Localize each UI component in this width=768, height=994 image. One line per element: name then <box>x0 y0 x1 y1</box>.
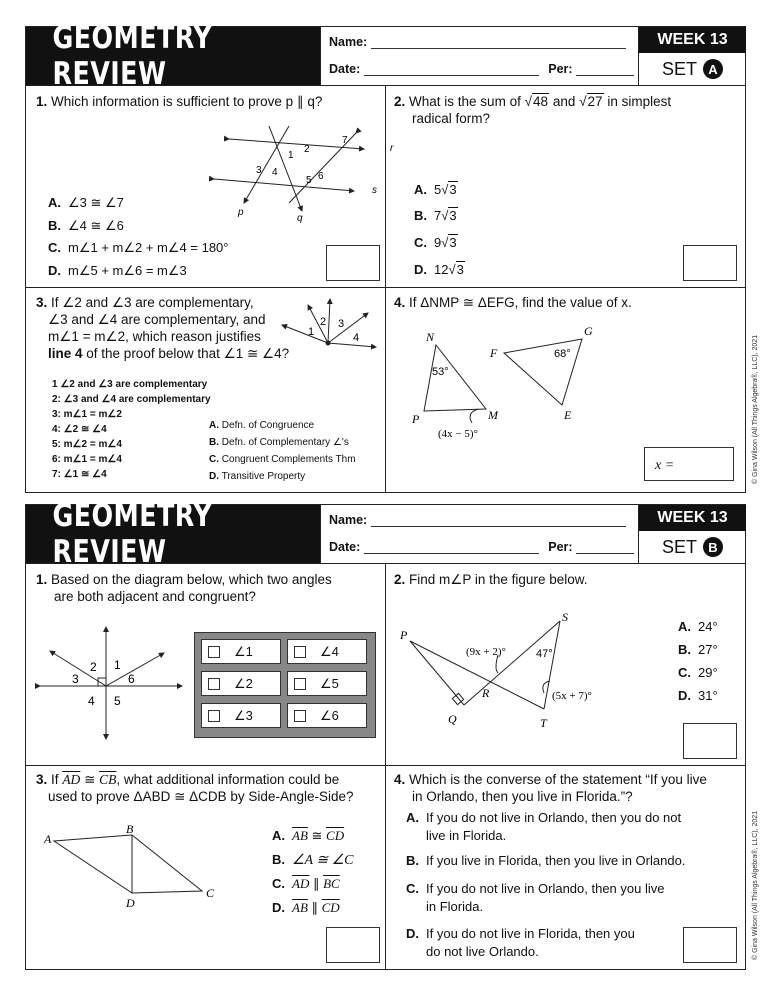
a-q3-option-d[interactable]: D. Transitive Property <box>209 471 306 482</box>
b-q2-option-b[interactable]: B. 27° <box>678 642 718 657</box>
a-q1-label-q: q <box>297 213 303 224</box>
a-q4-angle-n: 53° <box>432 366 449 378</box>
a-q3-prompt: 3. If ∠2 and ∠3 are complementary, ∠3 and ∠4 are complementary, and m∠1 = m∠2, which reason justifies line 4 of the proof below that ∠1 ≅ ∠4? <box>36 295 290 361</box>
b-q3-label-c: C <box>206 886 215 900</box>
b-q1-choice-angle6[interactable]: ∠6 <box>287 703 367 728</box>
checkbox-icon[interactable] <box>208 710 220 722</box>
b-q2-option-a[interactable]: A. 24° <box>678 619 718 634</box>
b-q1-choice-angle3[interactable]: ∠3 <box>201 703 281 728</box>
name-label-b: Name: <box>329 513 368 527</box>
b-q1-label-4: 4 <box>88 694 95 708</box>
a-q1-option-d[interactable]: D. m∠5 + m∠6 = m∠3 <box>48 263 187 278</box>
week-label-b: WEEK 13 <box>639 505 746 531</box>
worksheet-title-b: GEOMETRY REVIEW <box>26 505 320 563</box>
a-q2-answer-box[interactable] <box>683 245 737 281</box>
checkbox-icon[interactable] <box>294 646 306 658</box>
student-info-box-b <box>320 505 641 563</box>
a-q1-label-s: s <box>372 185 377 196</box>
a-q3-option-b[interactable]: B. Defn. of Complementary ∠'s <box>209 437 349 448</box>
a-q4-prompt: 4. If ΔNMP ≅ ΔEFG, find the value of x. <box>394 295 632 310</box>
period-input-line[interactable] <box>576 63 634 76</box>
b-q2-prompt: 2. Find m∠P in the figure below. <box>394 572 588 587</box>
week-box <box>638 27 746 85</box>
proof-line-2: 2: ∠3 and ∠4 are complementary <box>52 394 211 405</box>
b-q4-prompt: 4. Which is the converse of the statement “If you live in Orlando, then you live in Florida.”? <box>394 772 707 804</box>
b-q3-option-a[interactable]: A. $\overline{AB}$ ≅ $\overline{CD}$ <box>272 828 345 843</box>
b-q1-choice-angle4[interactable]: ∠4 <box>287 639 367 664</box>
set-a-header <box>26 20 745 92</box>
a-q3-label-2: 2 <box>320 316 327 328</box>
b-q1-angle-diagram <box>36 623 186 743</box>
a-q1-label-r: r <box>390 143 394 154</box>
a-q1-label-4: 4 <box>272 167 278 178</box>
a-q3-reasons <box>209 417 356 485</box>
student-info-box <box>320 27 641 85</box>
a-q4-answer-box[interactable]: x = <box>644 447 734 481</box>
column-divider <box>385 85 386 492</box>
b-q3-option-c[interactable]: C. $\overline{AD}$ ∥ $\overline{BC}$ <box>272 876 340 891</box>
b-q4-option-b[interactable]: B. If you live in Florida, then you live in Orlando. <box>406 853 686 868</box>
b-q2-option-d[interactable]: D. 31° <box>678 688 718 703</box>
a-q3-label-1: 1 <box>308 326 315 338</box>
proof-line-7: 7: ∠1 ≅ ∠4 <box>52 469 107 480</box>
a-q1-label-6: 6 <box>318 171 324 182</box>
b-q3-option-b[interactable]: B. ∠A ≅ ∠C <box>272 852 354 868</box>
a-q2-option-a[interactable]: A. 5√3 <box>414 182 457 197</box>
b-q3-option-d[interactable]: D. $\overline{AB}$ ∥ $\overline{CD}$ <box>272 900 340 915</box>
date-label-b: Date: <box>329 540 361 554</box>
worksheet-title: GEOMETRY REVIEW <box>26 27 320 85</box>
b-q3-parallelogram-diagram <box>40 823 240 913</box>
set-label-b: SET B <box>639 531 746 563</box>
a-q1-label-3: 3 <box>256 165 262 176</box>
a-q4-label-p: P <box>412 412 420 426</box>
a-q3-proof <box>52 377 211 482</box>
b-q4-answer-box[interactable] <box>683 927 737 963</box>
proof-line-4: 4: ∠2 ≅ ∠4 <box>52 424 107 435</box>
a-q2-option-b[interactable]: B. 7√3 <box>414 208 457 223</box>
a-q3-label-3: 3 <box>338 318 345 330</box>
a-q4-triangles-diagram <box>404 325 604 445</box>
set-a-worksheet <box>25 20 746 493</box>
name-input-line-b[interactable] <box>371 514 626 527</box>
b-q1-choice-angle5[interactable]: ∠5 <box>287 671 367 696</box>
b-q3-prompt: 3. If $\overline{AD}$ ≅ $\overline{CB}$, what additional information could be used to prove ΔABD ≅ ΔCDB by Side-Angle-Side? <box>36 772 354 804</box>
date-label: Date: <box>329 62 361 76</box>
a-q1-answer-box[interactable] <box>326 245 380 281</box>
a-q4-expression: (4x − 5)° <box>438 428 478 440</box>
checkbox-icon[interactable] <box>208 646 220 658</box>
row-divider-b <box>26 765 745 766</box>
set-letter-badge: A <box>703 59 723 79</box>
checkbox-icon[interactable] <box>208 678 220 690</box>
a-q4-label-g: G <box>584 324 593 338</box>
a-q4-label-m: M <box>488 408 498 422</box>
b-q2-expression-2: (5x + 7)° <box>552 690 592 702</box>
b-q1-label-5: 5 <box>114 694 121 708</box>
set-b-header <box>26 498 745 570</box>
b-q4-option-a[interactable]: A. If you do not live in Orlando, then you do not live in Florida. <box>406 810 682 843</box>
b-q1-label-2: 2 <box>90 660 97 674</box>
name-input-line[interactable] <box>371 36 626 49</box>
b-q2-label-r: R <box>482 686 490 700</box>
b-q2-answer-box[interactable] <box>683 723 737 759</box>
proof-line-6: 6: m∠1 = m∠4 <box>52 454 122 465</box>
period-label-b: Per: <box>548 540 573 554</box>
a-q1-option-c[interactable]: C. m∠1 + m∠2 + m∠4 = 180° <box>48 240 229 255</box>
b-q1-prompt: 1. Based on the diagram below, which two angles are both adjacent and congruent? <box>36 572 332 604</box>
checkbox-icon[interactable] <box>294 710 306 722</box>
a-q2-option-d[interactable]: D. 12√3 <box>414 262 464 277</box>
b-q1-choice-angle2[interactable]: ∠2 <box>201 671 281 696</box>
proof-line-5: 5: m∠2 = m∠4 <box>52 439 122 450</box>
b-q2-option-c[interactable]: C. 29° <box>678 665 718 680</box>
b-q1-label-3: 3 <box>72 672 79 686</box>
b-q3-answer-box[interactable] <box>326 927 380 963</box>
b-q3-label-a: A <box>44 832 52 846</box>
a-q1-option-b[interactable]: B. ∠4 ≅ ∠6 <box>48 218 124 233</box>
a-q2-option-c[interactable]: C. 9√3 <box>414 235 457 250</box>
a-q1-label-p: p <box>238 207 244 218</box>
b-q1-label-1: 1 <box>114 658 121 672</box>
proof-line-1: 1 ∠2 and ∠3 are complementary <box>52 379 208 390</box>
a-q1-label-7: 7 <box>342 135 348 146</box>
b-q2-label-t: T <box>540 716 547 730</box>
a-q4-label-f: F <box>490 346 498 360</box>
b-q2-angle-s: 47° <box>536 648 553 660</box>
a-q3-angle-diagram <box>278 297 378 357</box>
a-q2-prompt: 2. What is the sum of √48 and √27 in simplest radical form? <box>394 94 672 126</box>
period-input-line-b[interactable] <box>576 541 634 554</box>
b-q4-option-d[interactable]: D. If you do not live in Florida, then you do not live Orlando. <box>406 926 635 959</box>
a-q4-label-n: N <box>426 330 435 344</box>
copyright-b: © Gina Wilson (All Things Algebra®, LLC), 2021 <box>752 810 759 960</box>
a-q4-angle-g: 68° <box>554 348 571 360</box>
a-q3-label-4: 4 <box>353 332 360 344</box>
a-q1-prompt: 1. Which information is sufficient to prove p ∥ q? <box>36 94 323 109</box>
name-label: Name: <box>329 35 368 49</box>
set-b-worksheet <box>25 498 746 970</box>
b-q2-label-s: S <box>562 610 568 624</box>
week-box-b <box>638 505 746 563</box>
proof-line-3: 3: m∠1 = m∠2 <box>52 409 122 420</box>
b-q4-option-c[interactable]: C. If you do not live in Orlando, then you live in Florida. <box>406 881 665 914</box>
a-q4-label-e: E <box>564 408 572 422</box>
b-q1-choice-angle1[interactable]: ∠1 <box>201 639 281 664</box>
b-q2-label-p: P <box>400 628 408 642</box>
set-letter-badge-b: B <box>703 537 723 557</box>
a-q1-label-2: 2 <box>304 144 310 155</box>
date-input-line[interactable] <box>364 63 539 76</box>
a-q1-option-a[interactable]: A. ∠3 ≅ ∠7 <box>48 195 124 210</box>
set-label: SET A <box>639 53 746 85</box>
row-divider <box>26 287 745 288</box>
a-q1-label-1: 1 <box>288 150 294 161</box>
week-label: WEEK 13 <box>639 27 746 53</box>
a-q3-option-a[interactable]: A. Defn. of Congruence <box>209 420 315 431</box>
period-label: Per: <box>548 62 573 76</box>
b-q1-choice-grid <box>194 632 376 738</box>
a-q1-label-5: 5 <box>306 175 312 186</box>
b-q3-label-d: D <box>126 896 135 910</box>
a-q3-option-c[interactable]: C. Congruent Complements Thm <box>209 454 356 465</box>
b-q2-triangles-diagram <box>394 610 594 733</box>
date-input-line-b[interactable] <box>364 541 539 554</box>
b-q3-label-b: B <box>126 822 134 836</box>
b-q2-expression-1: (9x + 2)° <box>466 646 506 658</box>
copyright-a: © Gina Wilson (All Things Algebra®, LLC), 2021 <box>752 334 759 484</box>
b-q1-label-6: 6 <box>128 672 135 686</box>
b-q2-label-q: Q <box>448 712 457 726</box>
checkbox-icon[interactable] <box>294 678 306 690</box>
a-q1-parallel-lines-diagram <box>204 121 394 224</box>
column-divider-b <box>385 563 386 969</box>
